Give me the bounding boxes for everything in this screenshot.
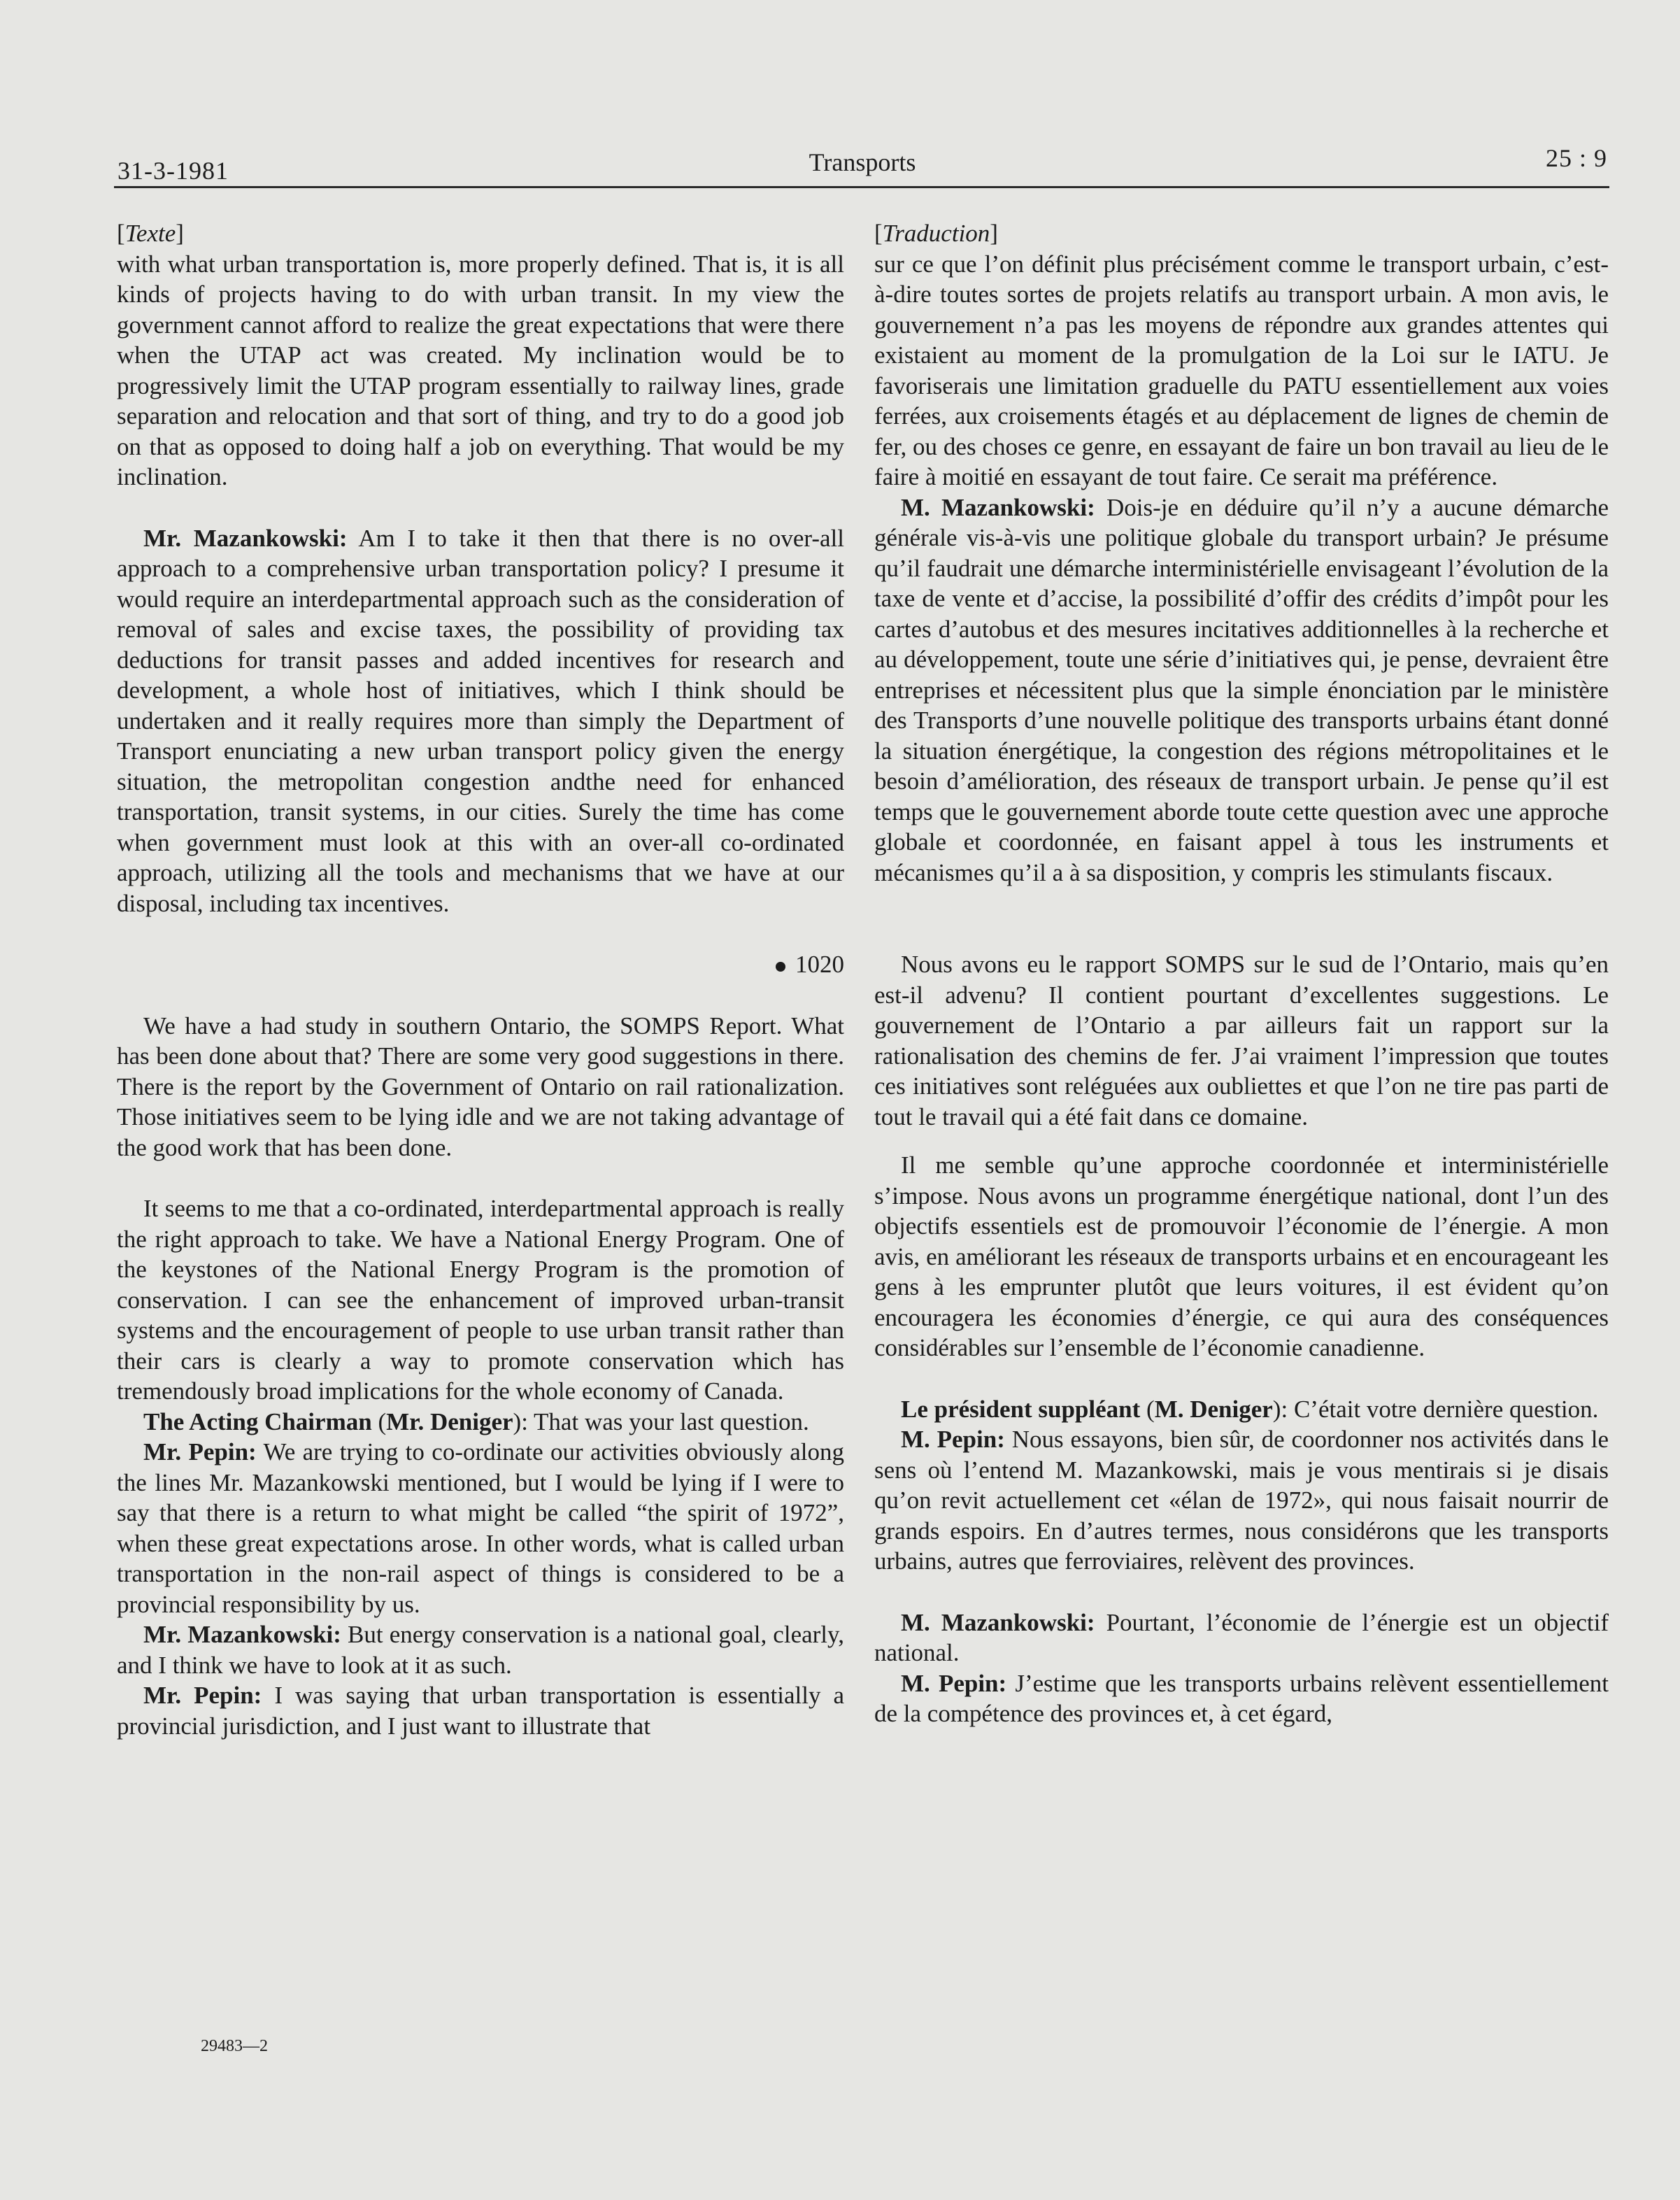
column-tag: [Traduction] bbox=[874, 220, 998, 247]
time-marker-text: 1020 bbox=[795, 951, 844, 978]
paragraph bbox=[874, 1424, 1609, 1577]
paragraph: It seems to me that a co-ordinated, interdepartmental approach is really the right approach to take. We have a National Energy Program. One of the keystones of the National Energy Program is the promotion of conservation. I can see the enhancement of improved urban-transit systems and the encouragement of people to use urban transit rather than their cars is clearly a way to promote conservation which has tremendously broad implications for the whole economy of Canada. bbox=[117, 1195, 844, 1405]
speech-text: Pourtant, l’économie de l’énergie est un objectif national. bbox=[874, 1608, 1609, 1666]
speech-text: Am I to take it then that there is no over-all approach to a comprehensive urban transportation policy? I presume it would require an interdepartmental approach such as the consideration of removal of sales and excise taxes, the possibility of providing tax deductions for transit passes and added incentives for research and development, a whole host of initiatives, which I think should be undertaken and it really requires more than simply the Department of Transport enunciating a new urban transport policy given the energy situation, the metropolitan congestion andthe need for enhanced transportation, transit systems, in our cities. Surely the time has come when government must look at this with an over-all co-ordinated approach, utilizing all the tools and mechanisms that we have at our disposal, including tax incentives. bbox=[117, 524, 844, 917]
speech-text: C’était votre dernière question. bbox=[1288, 1395, 1599, 1423]
speaker-name: Le président suppléant bbox=[901, 1395, 1141, 1423]
footer-print-code: 29483—2 bbox=[201, 2037, 268, 2055]
speaker-name: M. Mazankowski: bbox=[901, 493, 1095, 521]
paragraph: Il me semble qu’une approche coordonnée et interministérielle s’impose. Nous avons un programme énergétique national, dont l’un des objectifs essentiels est de promouvoir l’économie de l’énergie. A mon avis, en améliorant les réseaux de transports urbains et en encourageant les gens à les emprunter plutôt que leurs voitures, il est évident qu’on encouragera les économies d’énergie, ce qui aura des conséquences considérables sur l’ensemble de l’économie canadienne. bbox=[874, 1151, 1609, 1361]
speaker-name: M. Pepin: bbox=[901, 1426, 1005, 1453]
paragraph bbox=[117, 523, 844, 919]
header-title: Transports bbox=[809, 148, 916, 176]
speech-text: But energy conservation is a national goal, clearly, and I think we have to look at it as such. bbox=[117, 1621, 844, 1679]
speech-text: We are trying to co-ordinate our activities obviously along the lines Mr. Mazankowski mentioned, but I would be lying if I were to say that there is a return to what might be called “the spirit of 1972”, when these great expectations arose. In other words, what is called urban transportation in the non-rail aspect of things is considered to be a provincial responsibility by us. bbox=[117, 1438, 844, 1618]
header-date: 31-3-1981 bbox=[118, 157, 229, 185]
speaker-paren: (Mr. Deniger): bbox=[371, 1407, 528, 1435]
paragraph: sur ce que l’on définit plus précisément comme le transport urbain, c’est-à-dire toutes sortes de projets relatifs au transport urbain. A mon avis, le gouvernement n’a pas les moyens de répondre aux grandes attentes qui existaient au moment de la promulgation de la Loi sur le IATU. Je favoriserais une limitation graduelle du PATU essentiellement aux voies ferrées, aux croisements étagés et au déplacement de lignes de chemin de fer, ou des choses ce genre, en essayant de faire un bon travail au lieu de le faire à moitié en essayant de tout faire. Ce serait ma préférence. bbox=[874, 250, 1609, 490]
paragraph bbox=[117, 1619, 844, 1680]
speech-text: Dois-je en déduire qu’il n’y a aucune démarche générale vis-à-vis une politique globale du transport urbain? Je présume qu’il faudrait une démarche interministérielle envisageant l’évolution de la taxe de vente et d’accise, la possibilité d’offir des crédits d’impôt pour les cartes d’autobus et des mesures incitatives additionnelles à la recherche et au développement, toute une série d’initiatives qui, je pense, devraient être entreprises et nécessitent plus que la simple énonciation par le ministère des Transports d’une nouvelle politique des transports urbains étant donné la situation énergétique, la congestion des régions métropolitaines et le besoin d’amélioration, des réseaux de transport urbain. Je pense qu’il est temps que le gouvernement aborde toute cette question avec une approche globale et coordonnée, en faisant appel à tous les instruments et mécanismes qu’il a à sa disposition, y compris les stimulants fiscaux. bbox=[874, 493, 1609, 886]
speaker-name: M. Pepin: bbox=[901, 1669, 1007, 1697]
speaker-name: M. Mazankowski: bbox=[901, 1608, 1095, 1636]
paragraph bbox=[117, 1437, 844, 1619]
speaker-name: Mr. Pepin: bbox=[143, 1682, 262, 1709]
bullet-icon bbox=[776, 962, 785, 972]
speech-text: Nous essayons, bien sûr, de coordonner nos activités dans le sens où l’entend M. Mazankowski, mais je vous mentirais si je disais qu’on revit actuellement cet «élan de 1972», qui nous faisait nourrir de grands espoirs. En d’autres termes, nous considérons que les transports urbains, autres que ferroviaires, relèvent des provinces. bbox=[874, 1426, 1609, 1575]
paragraph bbox=[117, 1407, 844, 1438]
header-page-number: 25 : 9 bbox=[1545, 144, 1607, 172]
header-rule bbox=[114, 186, 1609, 188]
paragraph bbox=[117, 1680, 844, 1741]
paragraph bbox=[874, 1608, 1609, 1668]
column-tag: [Texte] bbox=[117, 220, 184, 247]
paragraph bbox=[874, 1668, 1609, 1729]
paragraph bbox=[874, 492, 1609, 888]
paragraph bbox=[874, 1394, 1609, 1425]
paragraph: Nous avons eu le rapport SOMPS sur le sud de l’Ontario, mais qu’en est-il advenu? Il contient pourtant d’excellentes suggestions. Le gouvernement de l’Ontario a par ailleurs fait un rapport sur la rationalisation des chemins de fer. J’ai vraiment l’impression que toutes ces initiatives sont reléguées aux oubliettes et que l’on ne tire pas parti de tout le travail qui a été fait dans ce domaine. bbox=[874, 951, 1609, 1130]
paragraph: with what urban transportation is, more properly defined. That is, it is all kinds of projects having to do with urban transit. In my view the government cannot afford to realize the great expectations that were there when the UTAP act was created. My inclination would be to progressively limit the UTAP program essentially to railway lines, grade separation and relocation and that sort of thing, and try to do a good job on that as opposed to doing half a job on everything. That would be my inclination. bbox=[117, 250, 844, 490]
speech-text: I was saying that urban transportation is essentially a provincial jurisdiction, and I just want to illustrate that bbox=[117, 1682, 844, 1740]
speaker-name: The Acting Chairman bbox=[143, 1407, 372, 1435]
french-column bbox=[874, 218, 1609, 1729]
paragraph: We have a had study in southern Ontario, the SOMPS Report. What has been done about that? There are some very good suggestions in there. There is the report by the Government of Ontario on rail rationalization. Those initiatives seem to be lying idle and we are not taking advantage of the good work that has been done. bbox=[117, 1012, 844, 1161]
speaker-paren: (M. Deniger): bbox=[1140, 1395, 1288, 1423]
speech-text: J’estime que les transports urbains relèvent essentiellement de la compétence des provinces et, à cet égard, bbox=[874, 1669, 1609, 1727]
column-tag-text: Texte bbox=[124, 220, 176, 247]
time-marker bbox=[117, 949, 844, 980]
speaker-name: Mr. Mazankowski: bbox=[143, 1621, 341, 1648]
speaker-name: Mr. Pepin: bbox=[143, 1438, 257, 1466]
speech-text: That was your last question. bbox=[527, 1407, 809, 1435]
english-column bbox=[117, 218, 844, 1741]
speaker-name: Mr. Mazankowski: bbox=[143, 524, 348, 552]
column-tag-text: Traduction bbox=[882, 220, 990, 247]
page-header bbox=[118, 143, 1607, 185]
